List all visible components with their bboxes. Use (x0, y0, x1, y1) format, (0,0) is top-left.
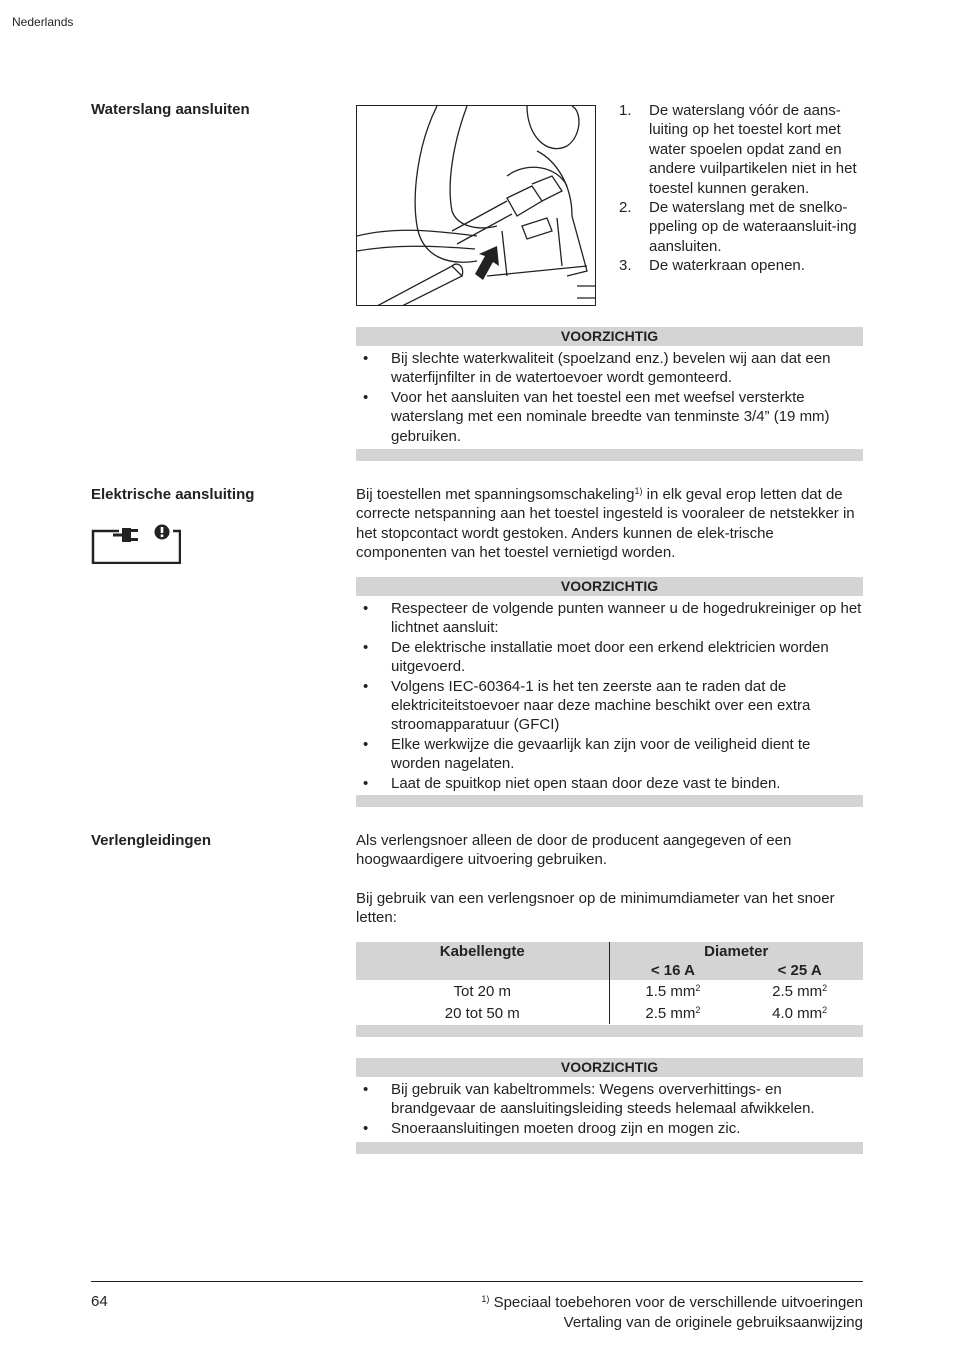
caution-heading-electric: VOORZICHTIG (356, 577, 863, 596)
water-steps-list (619, 101, 869, 276)
list-item: • De elektrische installatie moet door een erkend elektricien worden uitgevoerd. (356, 638, 863, 677)
list-item: • Snoeraansluitingen moeten droog zijn en mogen zic. (356, 1119, 863, 1138)
caution-footer-bar (356, 795, 863, 807)
language-label: Nederlands (12, 15, 74, 29)
translation-note: Vertaling van de originele gebruiksaanwijzing (563, 1314, 863, 1331)
list-item: • Voor het aansluiten van het toestel een met weefsel versterkte waterslang met een nominale breedte van tenminste 3/4” (19 mm) gebruiken. (356, 388, 863, 446)
list-item: • Volgens IEC-60364-1 is het ten zeerste aan te raden dat de elektriciteitstoevoer naar deze machine beschikt over een extra stroomapparatuur (GFCI) (356, 677, 863, 735)
caution-list-extension (356, 1080, 863, 1138)
page-number: 64 (91, 1293, 108, 1310)
list-item: • Respecteer de volgende punten wanneer u de hogedrukreiniger op het lichtnet aansluit: (356, 599, 863, 638)
plug-warning-drawing (91, 520, 181, 564)
caution-footer-bar (356, 1142, 863, 1154)
list-item (619, 198, 869, 256)
electric-intro: Bij toestellen met spanningsomschakeling$^{1)}$ in elk geval erop letten dat de correcte netspanning aan het toestel ingesteld is vooraleer de netstekker in het stopcontact wordt gestoken. Anders kunnen de elek-trische componenten van het toestel vernietigd worden. (356, 486, 855, 562)
table-row: 20 tot 50 m 2.5 $mm^2$ 4.0 $mm^2$ (356, 1002, 863, 1024)
table-row: Tot 20 m 1.5 $mm^2$ 2.5 $mm^2$ (356, 980, 863, 1002)
table-header-length: Kabellengte (356, 942, 609, 961)
table-subheader-16a: < 16 A (609, 961, 736, 980)
list-item (619, 101, 869, 198)
caution-heading-extension: VOORZICHTIG (356, 1058, 863, 1077)
table-subheader-25a: < 25 A (736, 961, 863, 980)
hose-connection-drawing (357, 106, 596, 306)
section-title-water: Waterslang aansluiten (91, 101, 250, 118)
list-item: • Bij gebruik van kabeltrommels: Wegens oververhittings- en brandgevaar de aansluitingsleiding steeds helemaal afwikkelen. (356, 1080, 863, 1119)
step-number: 3. (619, 257, 632, 275)
section-title-electric: Elektrische aansluiting (91, 486, 255, 503)
table-header-empty (356, 961, 609, 980)
table-footer-bar (356, 1025, 863, 1037)
step-text: De waterslang vóór de aans-luiting op het toestel kort met water spoelen opdat zand en andere vuilpartikelen niet in het toestel kunnen geraken. (649, 102, 857, 197)
extension-paragraph-2: Bij gebruik van een verlengsnoer op de minimumdiameter van het snoer letten: (356, 890, 835, 927)
section-title-extension: Verlengleidingen (91, 832, 212, 849)
step-text: De waterkraan openen. (649, 257, 805, 275)
table-header-diameter: Diameter (609, 942, 863, 961)
list-item (619, 256, 869, 275)
caution-footer-bar (356, 449, 863, 461)
caution-list-electric (356, 599, 863, 793)
list-item: • Elke werkwijze die gevaarlijk kan zijn voor de veiligheid dient te worden nagelaten. (356, 735, 863, 774)
list-item: • Laat de spuitkop niet open staan door deze vast te binden. (356, 774, 863, 793)
caution-list-water (356, 349, 863, 446)
hose-connection-illustration (356, 105, 596, 306)
footer-notes (481, 1293, 863, 1333)
caution-heading-water: VOORZICHTIG (356, 327, 863, 346)
list-item: • Bij slechte waterkwaliteit (spoelzand enz.) bevelen wij aan dat een waterfijnfilter in de watertoevoer wordt gemonteerd. (356, 349, 863, 388)
step-text: De waterslang met de snelko-ppeling op de wateraansluit-ing aansluiten. (649, 199, 857, 255)
plug-warning-icon (91, 520, 181, 564)
cable-diameter-table (356, 942, 863, 1024)
step-number: 2. (619, 199, 632, 217)
extension-paragraph-1: Als verlengsnoer alleen de door de producent aangegeven of een hoogwaardigere uitvoering gebruiken. (356, 832, 792, 869)
footnote-marker: 1) (634, 486, 643, 496)
step-number: 1. (619, 102, 632, 119)
footer-divider (91, 1281, 863, 1282)
footnote: $^{1)}$ Speciaal toebehoren voor de verschillende uitvoeringen (481, 1294, 863, 1311)
